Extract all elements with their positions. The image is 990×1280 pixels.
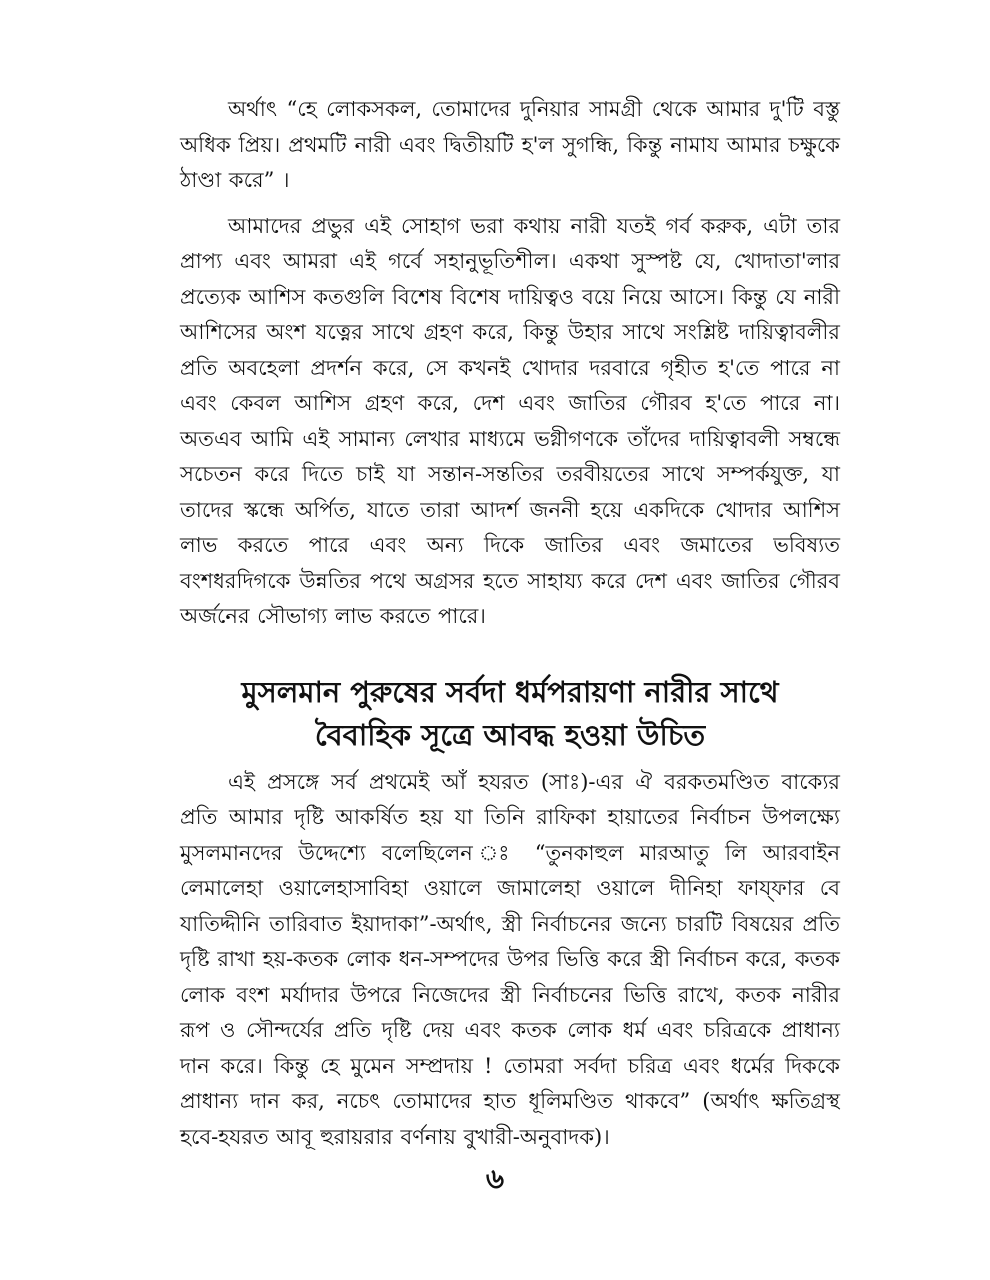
section-heading — [180, 671, 840, 757]
paragraph-1: অর্থাৎ “হে লোকসকল, তোমাদের দুনিয়ার সামগ্রী থেকে আমার দু'টি বস্তু অধিক প্রিয়। প্রথমটি নারী এবং দ্বিতীয়টি হ'ল সুগন্ধি, কিন্তু নামায আমার চক্ষুকে ঠাণ্ডা করে” । — [180, 97, 840, 192]
paragraph-3: এই প্রসঙ্গে সর্ব প্রথমেই আঁ হযরত (সাঃ)-এর ঐ বরকতমণ্ডিত বাক্যের প্রতি আমার দৃষ্টি আকর্ষিত হয় যা তিনি রাফিকা হায়াতের নির্বাচন উপলক্ষ্যে মুসলমানদের উদ্দেশ্যে বলেছিলেন ঃ “তুনকাহুল মারআতু লি আরবাইন লেমালেহা ওয়ালেহাসাবিহা ওয়ালে জামালেহা ওয়ালে দীনিহা ফায্‌ফার বে যাতিদ্দীনি তারিবাত ইয়াদাকা”-অর্থাৎ, স্ত্রী নির্বাচনের জন্যে চারটি বিষয়ের প্রতি দৃষ্টি রাখা হয়-কতক লোক ধন-সম্পদের উপর ভিত্তি করে স্ত্রী নির্বাচন করে, কতক লোক বংশ মর্যাদার উপরে নিজেদের স্ত্রী নির্বাচনের ভিত্তি রাখে, কতক নারীর রূপ ও সৌন্দর্যের প্রতি দৃষ্টি দেয় এবং কতক লোক ধর্ম এবং চরিত্রকে প্রাধান্য দান করে। কিন্তু হে মুমেন সম্প্রদায় ! তোমরা সর্বদা চরিত্র এবং ধর্মের দিককে প্রাধান্য দান কর, নচেৎ তোমাদের হাত ধূলিমণ্ডিত থাকবে” (অর্থাৎ ক্ষতিগ্রস্থ হবে-হযরত আবূ হুরায়রার বর্ণনায় বুখারী-অনুবাদক)। — [180, 769, 840, 1149]
section-heading-line-2: বৈবাহিক সূত্রে আবদ্ধ হওয়া উচিত — [314, 717, 706, 752]
section-heading-line-1: মুসলমান পুরুষের সর্বদা ধর্মপরায়ণা নারীর সাথে — [241, 674, 779, 709]
page-number: ৬ — [485, 1162, 505, 1195]
page-body — [180, 92, 840, 1155]
paragraph-2: আমাদের প্রভুর এই সোহাগ ভরা কথায় নারী যতই গর্ব করুক, এটা তার প্রাপ্য এবং আমরা এই গর্বে সহানুভূতিশীল। একথা সুস্পষ্ট যে, খোদাতা'লার প্রত্যেক আশিস কতগুলি বিশেষ বিশেষ দায়িত্বও বয়ে নিয়ে আসে। কিন্তু যে নারী আশিসের অংশ যত্নের সাথে গ্রহণ করে, কিন্তু উহার সাথে সংশ্লিষ্ট দায়িত্বাবলীর প্রতি অবহেলা প্রদর্শন করে, সে কখনই খোদার দরবারে গৃহীত হ'তে পারে না এবং কেবল আশিস গ্রহণ করে, দেশ এবং জাতির গৌরব হ'তে পারে না। অতএব আমি এই সামান্য লেখার মাধ্যমে ভগ্নীগণকে তাঁদের দায়িত্বাবলী সম্বন্ধে সচেতন করে দিতে চাই যা সন্তান-সন্ততির তরবীয়তের সাথে সম্পর্কযুক্ত, যা তাদের স্কন্ধে অর্পিত, যাতে তারা আদর্শ জননী হয়ে একদিকে খোদার আশিস লাভ করতে পারে এবং অন্য দিকে জাতির এবং জমাতের ভবিষ্যত বংশধরদিগকে উন্নতির পথে অগ্রসর হতে সাহায্য করে দেশ এবং জাতির গৌরব অর্জনের সৌভাগ্য লাভ করতে পারে। — [180, 213, 840, 628]
